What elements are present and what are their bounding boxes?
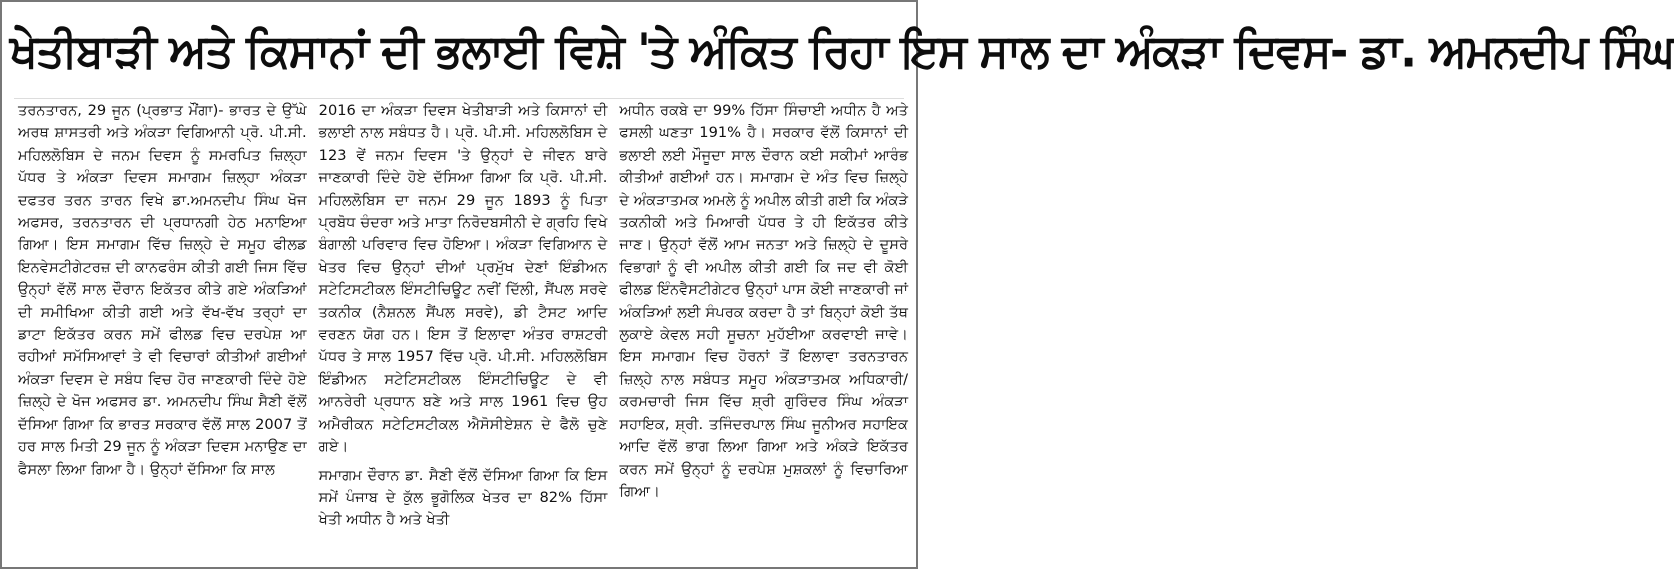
paragraph: 2016 ਦਾ ਅੰਕੜਾ ਦਿਵਸ ਖੇਤੀਬਾੜੀ ਅਤੇ ਕਿਸਾਨਾਂ ਦੀ ਭਲਾਈ ਨਾਲ ਸਬੰਧਤ ਹੈ। ਪ੍ਰੋ. ਪੀ.ਸੀ. ਮਹਿਲਲੋਬਿਸ ਦੇ 123 ਵੇਂ ਜਨਮ ਦਿਵਸ 'ਤੇ ਉਨ੍ਹਾਂ ਦੇ ਜੀਵਨ ਬਾਰੇ ਜਾਣਕਾਰੀ ਦਿੰਦੇ ਹੋਏ ਦੱਸਿਆ ਗਿਆ ਕਿ ਪ੍ਰੋ. ਪੀ.ਸੀ. ਮਹਿਲਲੋਬਿਸ ਦਾ ਜਨਮ 29 ਜੂਨ 1893 ਨੂੰ ਪਿਤਾ ਪ੍ਰਬੋਧ ਚੰਦਰਾ ਅਤੇ ਮਾਤਾ ਨਿਰੋਦਬਸੀਨੀ ਦੇ ਗ੍ਰਹਿ ਵਿਖੇ ਬੰਗਾਲੀ ਪਰਿਵਾਰ ਵਿਚ ਹੋਇਆ। ਅੰਕੜਾ ਵਿਗਿਆਨ ਦੇ ਖੇਤਰ ਵਿਚ ਉਨ੍ਹਾਂ ਦੀਆਂ ਪ੍ਰਮੁੱਖ ਦੇਣਾਂ ਇੰਡੀਅਨ ਸਟੇਟਿਸਟੀਕਲ ਇੰਸਟੀਚਿਊਟ ਨਵੀਂ ਦਿੱਲੀ, ਸੈਂਪਲ ਸਰਵੇ ਤਕਨੀਕ (ਨੈਸ਼ਨਲ ਸੈਂਪਲ ਸਰਵੇ), ਡੀ ਟੈਸਟ ਆਦਿ ਵਰਣਨ ਯੋਗ ਹਨ। ਇਸ ਤੋਂ ਇਲਾਵਾ ਅੰਤਰ ਰਾਸ਼ਟਰੀ ਪੱਧਰ ਤੇ ਸਾਲ 1957 ਵਿੱਚ ਪ੍ਰੋ. ਪੀ.ਸੀ. ਮਹਿਲਲੋਬਿਸ ਇੰਡੀਅਨ ਸਟੇਟਿਸਟੀਕਲ ਇੰਸਟੀਚਿਊਟ ਦੇ ਵੀ ਆਨਰੇਰੀ ਪ੍ਰਧਾਨ ਬਣੇ ਅਤੇ ਸਾਲ 1961 ਵਿਚ ਉਹ ਅਮੈਰੀਕਨ ਸਟੇਟਿਸਟੀਕਲ ਐਸੋਸੀਏਸ਼ਨ ਦੇ ਫੈਲੋ ਚੁਣੇ ਗਏ। — [318, 102, 608, 456]
paragraph: ਅਧੀਨ ਰਕਬੇ ਦਾ 99% ਹਿੱਸਾ ਸਿੰਚਾਈ ਅਧੀਨ ਹੈ ਅਤੇ ਫਸਲੀ ਘਣਤਾ 191% ਹੈ। ਸਰਕਾਰ ਵੱਲੋਂ ਕਿਸਾਨਾਂ ਦੀ ਭਲਾਈ ਲਈ ਮੌਜੂਦਾ ਸਾਲ ਦੌਰਾਨ ਕਈ ਸਕੀਮਾਂ ਆਰੰਭ ਕੀਤੀਆਂ ਗਈਆਂ ਹਨ। ਸਮਾਗਮ ਦੇ ਅੰਤ ਵਿਚ ਜ਼ਿਲ੍ਹੇ ਦੇ ਅੰਕੜਾਤਮਕ ਅਮਲੇ ਨੂੰ ਅਪੀਲ ਕੀਤੀ ਗਈ ਕਿ ਅੰਕੜੇ ਤਕਨੀਕੀ ਅਤੇ ਮਿਆਰੀ ਪੱਧਰ ਤੇ ਹੀ ਇਕੱਤਰ ਕੀਤੇ ਜਾਣ। ਉਨ੍ਹਾਂ ਵੱਲੋਂ ਆਮ ਜਨਤਾ ਅਤੇ ਜ਼ਿਲ੍ਹੇ ਦੇ ਦੂਸਰੇ ਵਿਭਾਗਾਂ ਨੂੰ ਵੀ ਅਪੀਲ ਕੀਤੀ ਗਈ ਕਿ ਜਦ ਵੀ ਕੋਈ ਫੀਲਡ ਇੰਨਵੈਸਟੀਗੇਟਰ ਉਨ੍ਹਾਂ ਪਾਸ ਕੋਈ ਜਾਣਕਾਰੀ ਜਾਂ ਅੰਕੜਿਆਂ ਲਈ ਸੰਪਰਕ ਕਰਦਾ ਹੈ ਤਾਂ ਬਿਨ੍ਹਾਂ ਕੋਈ ਤੱਥ ਲੁਕਾਏ ਕੇਵਲ ਸਹੀ ਸੂਚਨਾ ਮੁਹੱਈਆ ਕਰਵਾਈ ਜਾਵੇ। ਇਸ ਸਮਾਗਮ ਵਿਚ ਹੋਰਨਾਂ ਤੋਂ ਇਲਾਵਾ ਤਰਨਤਾਰਨ ਜ਼ਿਲ੍ਹੇ ਨਾਲ ਸਬੰਧਤ ਸਮੂਹ ਅੰਕੜਾਤਮਕ ਅਧਿਕਾਰੀ/ਕਰਮਚਾਰੀ ਜਿਸ ਵਿੱਚ ਸ਼੍ਰੀ ਗੁਰਿੰਦਰ ਸਿੰਘ ਅੰਕੜਾ ਸਹਾਇਕ, ਸ਼੍ਰੀ. ਤਜਿੰਦਰਪਾਲ ਸਿੰਘ ਜੂਨੀਅਰ ਸਹਾਇਕ ਆਦਿ ਵੱਲੋਂ ਭਾਗ ਲਿਆ ਗਿਆ ਅਤੇ ਅੰਕੜੇ ਇਕੱਤਰ ਕਰਨ ਸਮੇਂ ਉਨ੍ਹਾਂ ਨੂੰ ਦਰਪੇਸ਼ ਮੁਸ਼ਕਲਾਂ ਨੂੰ ਵਿਚਾਰਿਆ ਗਿਆ। — [619, 102, 909, 500]
divider — [14, 98, 904, 99]
paragraph: ਸਮਾਗਮ ਦੌਰਾਨ ਡਾ. ਸੈਣੀ ਵੱਲੋਂ ਦੱਸਿਆ ਗਿਆ ਕਿ ਇਸ ਸਮੇਂ ਪੰਜਾਬ ਦੇ ਕੁੱਲ ਭੂਗੋਲਿਕ ਖੇਤਰ ਦਾ 82% ਹਿੱਸਾ ਖੇਤੀ ਅਧੀਨ ਹੈ ਅਤੇ ਖੇਤੀ — [318, 466, 608, 529]
column-3 — [619, 100, 908, 562]
column-1 — [18, 100, 307, 562]
headline: ਖੇਤੀਬਾੜੀ ਅਤੇ ਕਿਸਾਨਾਂ ਦੀ ਭਲਾਈ ਵਿਸ਼ੇ 'ਤੇ ਅੰਕਿਤ ਰਿਹਾ ਇਸ ਸਾਲ ਦਾ ਅੰਕੜਾ ਦਿਵਸ- ਡਾ. ਅਮਨਦੀਪ ਸਿੰਘ — [10, 24, 1674, 79]
article-body — [18, 100, 908, 562]
paragraph: ਤਰਨਤਾਰਨ, 29 ਜੂਨ (ਪ੍ਰਭਾਤ ਮੌਂਗਾ)- ਭਾਰਤ ਦੇ ਉੱਘੇ ਅਰਥ ਸ਼ਾਸਤਰੀ ਅਤੇ ਅੰਕੜਾ ਵਿਗਿਆਨੀ ਪ੍ਰੋ. ਪੀ.ਸੀ. ਮਹਿਲਲੋਬਿਸ ਦੇ ਜਨਮ ਦਿਵਸ ਨੂੰ ਸਮਰਪਿਤ ਜ਼ਿਲ੍ਹਾ ਪੱਧਰ ਤੇ ਅੰਕੜਾ ਦਿਵਸ ਸਮਾਗਮ ਜ਼ਿਲ੍ਹਾ ਅੰਕੜਾ ਦਫਤਰ ਤਰਨ ਤਾਰਨ ਵਿਖੇ ਡਾ.ਅਮਨਦੀਪ ਸਿੰਘ ਖੋਜ ਅਫਸਰ, ਤਰਨਤਾਰਨ ਦੀ ਪ੍ਰਧਾਨਗੀ ਹੇਠ ਮਨਾਇਆ ਗਿਆ। ਇਸ ਸਮਾਗਮ ਵਿੱਚ ਜ਼ਿਲ੍ਹੇ ਦੇ ਸਮੂਹ ਫੀਲਡ ਇਨਵੇਸਟੀਗੇਟਰਜ਼ ਦੀ ਕਾਨਫਰੰਸ ਕੀਤੀ ਗਈ ਜਿਸ ਵਿੱਚ ਉਨ੍ਹਾਂ ਵੱਲੋਂ ਸਾਲ ਦੌਰਾਨ ਇਕੱਤਰ ਕੀਤੇ ਗਏ ਅੰਕੜਿਆਂ ਦੀ ਸਮੀਖਿਆ ਕੀਤੀ ਗਈ ਅਤੇ ਵੱਖ-ਵੱਖ ਤਰ੍ਹਾਂ ਦਾ ਡਾਟਾ ਇਕੱਤਰ ਕਰਨ ਸਮੇਂ ਫੀਲਡ ਵਿਚ ਦਰਪੇਸ਼ ਆ ਰਹੀਆਂ ਸਮੱਸਿਆਵਾਂ ਤੇ ਵੀ ਵਿਚਾਰਾਂ ਕੀਤੀਆਂ ਗਈਆਂ ਅੰਕੜਾ ਦਿਵਸ ਦੇ ਸਬੰਧ ਵਿਚ ਹੋਰ ਜਾਣਕਾਰੀ ਦਿੰਦੇ ਹੋਏ ਜ਼ਿਲ੍ਹੇ ਦੇ ਖੋਜ ਅਫਸਰ ਡਾ. ਅਮਨਦੀਪ ਸਿੰਘ ਸੈਣੀ ਵੱਲੋਂ ਦੱਸਿਆ ਗਿਆ ਕਿ ਭਾਰਤ ਸਰਕਾਰ ਵੱਲੋਂ ਸਾਲ 2007 ਤੋਂ ਹਰ ਸਾਲ ਮਿਤੀ 29 ਜੂਨ ਨੂੰ ਅੰਕੜਾ ਦਿਵਸ ਮਨਾਉਣ ਦਾ ਫੈਸਲਾ ਲਿਆ ਗਿਆ ਹੈ। ਉਨ੍ਹਾਂ ਦੱਸਿਆ ਕਿ ਸਾਲ — [18, 102, 307, 478]
column-2 — [319, 100, 608, 562]
